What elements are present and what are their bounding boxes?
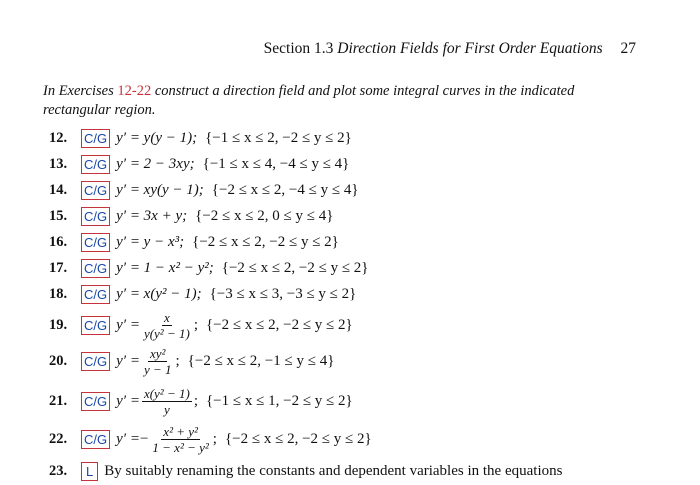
cg-badge: C/G <box>81 181 110 200</box>
cg-badge: C/G <box>81 316 110 335</box>
page-header <box>0 40 636 58</box>
cg-badge: C/G <box>81 285 110 304</box>
exercise-equation: y′ = 1 − x² − y²; <box>116 259 214 276</box>
cg-badge: C/G <box>81 392 110 411</box>
exercise-fraction <box>142 310 192 341</box>
exercise-number: 23. <box>49 462 68 479</box>
l-badge: L <box>81 462 98 481</box>
exercise-number: 12. <box>49 129 68 146</box>
exercise-fraction <box>142 346 174 377</box>
exercise-range-link[interactable]: 12-22 <box>117 83 152 99</box>
exercise-item <box>49 458 562 484</box>
exercise-item: 20. C/G y′ = $\frac{\text{xy²}}{y - 1}$ ; {−2 ≤ x ≤ 2, −1 ≤ y ≤ 4} <box>49 345 335 377</box>
exercise-equation: y′ = 3x + y; <box>116 207 188 224</box>
exercise-instructions <box>43 82 633 120</box>
exercise-number: 21. <box>49 392 68 409</box>
exercise-text: By suitably renaming the constants and dependent variables in the equations <box>104 462 563 479</box>
page-number: 27 <box>620 40 636 57</box>
exercise-item <box>49 203 333 229</box>
exercise-equation: y′ = y − x³; <box>116 233 185 250</box>
fraction-denominator: 1 − x² − y² <box>152 439 209 455</box>
cg-badge: C/G <box>81 155 110 174</box>
exercise-lhs: y′ = <box>116 352 140 369</box>
exercise-item <box>49 177 359 203</box>
exercise-number: 19. <box>49 316 68 333</box>
exercise-equation: y′ = 2 − 3xy; <box>116 155 195 172</box>
fraction-numerator: x(y² − 1) <box>143 385 190 401</box>
exercise-fraction <box>142 386 192 417</box>
exercise-region: {−1 ≤ x ≤ 1, −2 ≤ y ≤ 2} <box>205 392 353 409</box>
fraction-denominator: y(y² − 1) <box>143 325 190 341</box>
exercise-number: 13. <box>49 155 68 172</box>
exercise-number: 15. <box>49 207 68 224</box>
exercise-item <box>49 255 369 281</box>
exercise-item <box>49 125 352 151</box>
intro-before: In Exercises <box>43 83 118 99</box>
exercise-item <box>49 229 339 255</box>
intro-after: construct a direction field and plot some integral curves in the indicated rectangular region. <box>43 83 575 118</box>
exercise-region: {−2 ≤ x ≤ 2, −1 ≤ y ≤ 4} <box>187 352 335 369</box>
exercise-number: 14. <box>49 181 68 198</box>
exercise-number: 16. <box>49 233 68 250</box>
fraction-denominator: y <box>163 401 170 417</box>
exercise-region: {−2 ≤ x ≤ 2, −2 ≤ y ≤ 2} <box>224 430 372 447</box>
cg-badge: C/G <box>81 207 110 226</box>
exercise-region: {−2 ≤ x ≤ 2, −2 ≤ y ≤ 2} <box>221 259 369 276</box>
exercise-fraction <box>150 424 210 455</box>
exercise-lhs: y′ = <box>116 392 140 409</box>
exercise-number: 18. <box>49 285 68 302</box>
exercise-number: 20. <box>49 352 68 369</box>
exercise-region: {−1 ≤ x ≤ 4, −4 ≤ y ≤ 4} <box>202 155 350 172</box>
exercise-item: 22. C/G y′ = − $\frac{\text{x² + y²}}{\text{1 − x² − y²}}$ ; {−2 ≤ x ≤ 2, −2 ≤ y ≤ 2} <box>49 423 372 455</box>
cg-badge: C/G <box>81 233 110 252</box>
exercise-item <box>49 281 356 307</box>
fraction-numerator: x² + y² <box>163 423 198 439</box>
exercise-item: 19. C/G y′ = $\frac{x}{\text{y(y² − 1)}}$ ; {−2 ≤ x ≤ 2, −2 ≤ y ≤ 2} <box>49 309 353 341</box>
exercise-lhs: y′ = <box>116 316 140 333</box>
exercise-region: {−1 ≤ x ≤ 2, −2 ≤ y ≤ 2} <box>205 129 352 146</box>
section-prefix: Section 1.3 <box>263 40 334 57</box>
fraction-denominator: y − 1 <box>143 361 172 377</box>
exercise-number: 17. <box>49 259 68 276</box>
exercise-sign: − <box>139 430 149 447</box>
fraction-numerator: xy² <box>149 345 166 361</box>
exercise-equation: y′ = xy(y − 1); <box>116 181 204 198</box>
section-title: Direction Fields for First Order Equations <box>337 40 603 57</box>
cg-badge: C/G <box>81 259 110 278</box>
cg-badge: C/G <box>81 430 110 449</box>
exercise-region: {−2 ≤ x ≤ 2, −2 ≤ y ≤ 2} <box>192 233 339 250</box>
fraction-numerator: x <box>163 309 170 325</box>
exercise-item: 21. C/G y′ = $\frac{\text{x(y² − 1)}}{y}$ ; {−1 ≤ x ≤ 1, −2 ≤ y ≤ 2} <box>49 385 353 417</box>
cg-badge: C/G <box>81 129 110 148</box>
exercise-item <box>49 151 349 177</box>
exercise-equation: y′ = y(y − 1); <box>116 129 198 146</box>
exercise-equation: y′ = x(y² − 1); <box>116 285 202 302</box>
exercise-region: {−2 ≤ x ≤ 2, −2 ≤ y ≤ 2} <box>205 316 353 333</box>
exercise-region: {−2 ≤ x ≤ 2, 0 ≤ y ≤ 4} <box>195 207 334 224</box>
exercise-lhs: y′ = <box>116 430 140 447</box>
exercise-region: {−2 ≤ x ≤ 2, −4 ≤ y ≤ 4} <box>211 181 359 198</box>
cg-badge: C/G <box>81 352 110 371</box>
exercise-number: 22. <box>49 430 68 447</box>
exercise-region: {−3 ≤ x ≤ 3, −3 ≤ y ≤ 2} <box>209 285 357 302</box>
